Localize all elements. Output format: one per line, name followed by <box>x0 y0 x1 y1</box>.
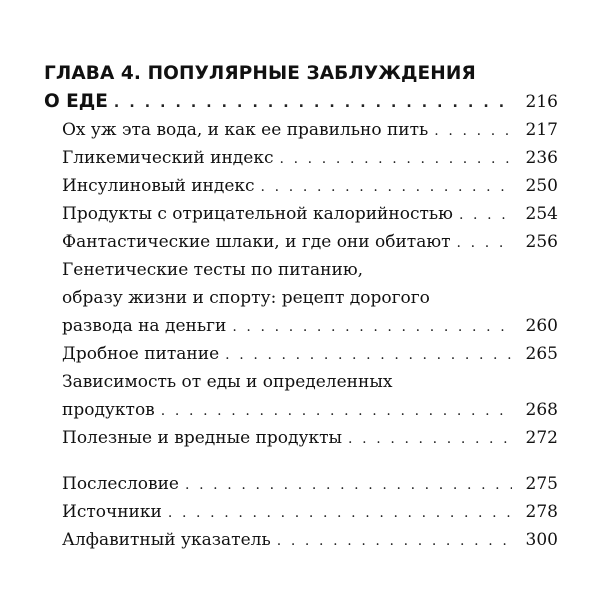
entry-title: Ох уж эта вода, и как ее правильно пить <box>62 120 429 140</box>
page-number: 300 <box>525 530 558 550</box>
toc-backmatter-entry <box>62 498 558 527</box>
page-number: 250 <box>525 176 558 196</box>
entry-title: Инсулиновый индекс <box>62 176 255 196</box>
toc-backmatter-entry <box>62 470 558 499</box>
dot-leader <box>279 144 512 173</box>
page-number: 256 <box>525 232 558 252</box>
toc-entry <box>62 228 558 257</box>
chapter-title: ГЛАВА 4. ПОПУЛЯРНЫЕ ЗАБЛУЖДЕНИЯ <box>44 63 476 84</box>
chapter-title-continued: О ЕДЕ <box>44 91 108 112</box>
page-number: 265 <box>525 344 558 364</box>
dot-leader <box>277 526 512 555</box>
page-number: 268 <box>525 400 558 420</box>
toc-entry <box>62 116 558 145</box>
dot-leader <box>225 340 512 369</box>
page-number: 272 <box>525 428 558 448</box>
page-number: 254 <box>525 204 558 224</box>
page-number: 278 <box>525 502 558 522</box>
dot-leader <box>161 396 512 425</box>
entry-title: Источники <box>62 502 162 522</box>
entry-title-line: Зависимость от еды и определенных <box>62 372 393 392</box>
entry-title: Дробное питание <box>62 344 220 364</box>
entry-title: продуктов <box>62 400 155 420</box>
entry-title-line: образу жизни и спорту: рецепт дорогого <box>62 288 430 308</box>
dot-leader <box>168 498 512 527</box>
dot-leader <box>232 312 512 341</box>
dot-leader <box>348 424 512 453</box>
toc-entry <box>62 340 558 369</box>
page-number: 216 <box>525 92 558 112</box>
dot-leader <box>459 200 512 229</box>
dot-leader <box>114 88 512 117</box>
page-number: 217 <box>525 120 558 140</box>
toc-entry <box>62 396 558 425</box>
toc-entry <box>62 312 558 341</box>
dot-leader <box>457 228 512 257</box>
entry-title: развода на деньги <box>62 316 227 336</box>
entry-title: Послесловие <box>62 474 179 494</box>
entry-title-line: Генетические тесты по питанию, <box>62 260 364 280</box>
entry-title: Продукты с отрицательной калорийностью <box>62 204 453 224</box>
entry-title: Гликемический индекс <box>62 148 274 168</box>
toc-backmatter-entry <box>62 526 558 555</box>
toc-entry <box>62 200 558 229</box>
toc-entry <box>62 144 558 173</box>
toc-entry <box>62 172 558 201</box>
dot-leader <box>434 116 512 145</box>
entry-title: Полезные и вредные продукты <box>62 428 343 448</box>
toc-entry <box>62 424 558 453</box>
dot-leader <box>185 470 512 499</box>
page-number: 275 <box>525 474 558 494</box>
entry-title: Алфавитный указатель <box>62 530 271 550</box>
page-number: 236 <box>525 148 558 168</box>
entry-title: Фантастические шлаки, и где они обитают <box>62 232 451 252</box>
dot-leader <box>261 172 512 201</box>
page-number: 260 <box>525 316 558 336</box>
chapter-title-end-row <box>44 88 558 117</box>
